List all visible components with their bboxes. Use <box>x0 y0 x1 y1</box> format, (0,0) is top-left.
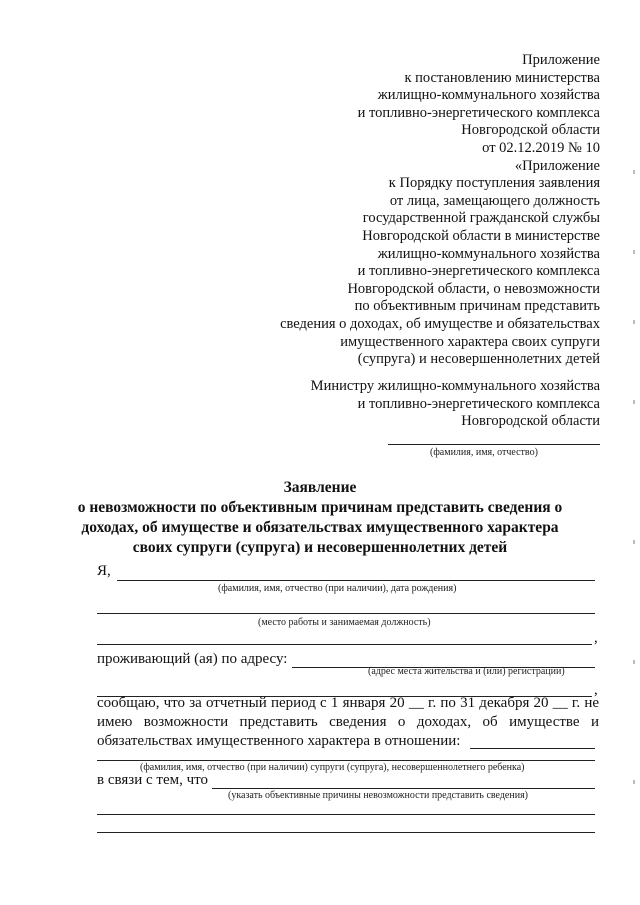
work-continuation-field[interactable] <box>97 644 592 645</box>
address-caption: (адрес места жительства и (или) регистрации) <box>368 666 565 677</box>
header-line: Новгородской области в министерстве <box>362 227 600 244</box>
fio-caption: (фамилия, имя, отчество) <box>430 447 538 458</box>
reason-field[interactable] <box>212 788 595 789</box>
statement-title <box>0 478 640 558</box>
header-line: Приложение <box>522 52 600 68</box>
title-line: доходах, об имуществе и обязательствах имущественного характера <box>81 519 559 536</box>
header-line: жилищно-коммунального хозяйства <box>377 245 600 262</box>
reason-continuation-field[interactable] <box>97 832 595 833</box>
ya-label: Я, <box>97 563 111 579</box>
statement-text-line: сообщаю, что за отчетный период с 1 января 20 __ г. по 31 декабря 20 __ г. не <box>97 695 599 711</box>
addressee-block <box>311 378 600 431</box>
addressee-line: и топливно-энергетического комплекса <box>357 395 600 412</box>
applicant-name-line[interactable] <box>388 443 600 445</box>
header-line: от лица, замещающего должность <box>389 192 600 209</box>
header-line: Новгородской области, о невозможности <box>347 280 600 297</box>
title-heading: Заявление <box>283 479 357 496</box>
work-caption: (место работы и занимаемая должность) <box>258 617 431 628</box>
statement-text-line: имею возможности представить сведения о доходах, об имуществе и <box>97 714 599 730</box>
header-line: государственной гражданской службы <box>362 210 600 227</box>
header-line: к постановлению министерства <box>404 69 600 86</box>
header-line: и топливно-энергетического комплекса <box>357 263 600 280</box>
title-line: своих супруги (супруга) и несовершеннолетних детей <box>132 539 508 556</box>
scan-edge-marks <box>633 20 636 890</box>
header-line: «Приложение <box>514 157 600 174</box>
header-line: жилищно-коммунального хозяйства <box>377 87 600 104</box>
appendix-header <box>280 52 600 369</box>
statement-text-line: обязательствах имущественного характера в отношении: <box>97 733 461 749</box>
reason-caption: (указать объективные причины невозможности представить сведения) <box>228 790 529 801</box>
reason-continuation-field[interactable] <box>97 814 595 815</box>
reason-label: в связи с тем, что <box>97 772 208 788</box>
header-line: от 02.12.2019 № 10 <box>482 139 600 156</box>
residing-label: проживающий (ая) по адресу: <box>97 651 288 667</box>
fio-birth-caption: (фамилия, имя, отчество (при наличии), дата рождения) <box>218 583 457 594</box>
title-line: о невозможности по объективным причинам представить сведения о <box>77 499 563 516</box>
comma: , <box>594 682 598 698</box>
addressee-line: Министру жилищно-коммунального хозяйства <box>310 378 600 394</box>
spouse-child-field[interactable] <box>97 760 595 761</box>
header-line: по объективным причинам представить <box>354 298 600 315</box>
spouse-caption: (фамилия, имя, отчество (при наличии) супруги (супруга), несовершеннолетнего ребенка) <box>140 762 525 773</box>
comma: , <box>594 630 598 646</box>
addressee-line: Новгородской области <box>461 413 600 430</box>
header-line: имущественного характера своих супруги <box>340 333 600 350</box>
fio-birth-field[interactable] <box>117 580 595 581</box>
header-line: сведения о доходах, об имуществе и обязательствах <box>280 315 600 332</box>
header-line: и топливно-энергетического комплекса <box>357 104 600 121</box>
header-line: (супруга) и несовершеннолетних детей <box>357 351 600 368</box>
header-line: к Порядку поступления заявления <box>388 175 600 192</box>
header-line: Новгородской области <box>461 122 600 139</box>
work-position-field[interactable] <box>97 613 595 614</box>
relation-field[interactable] <box>470 748 595 749</box>
